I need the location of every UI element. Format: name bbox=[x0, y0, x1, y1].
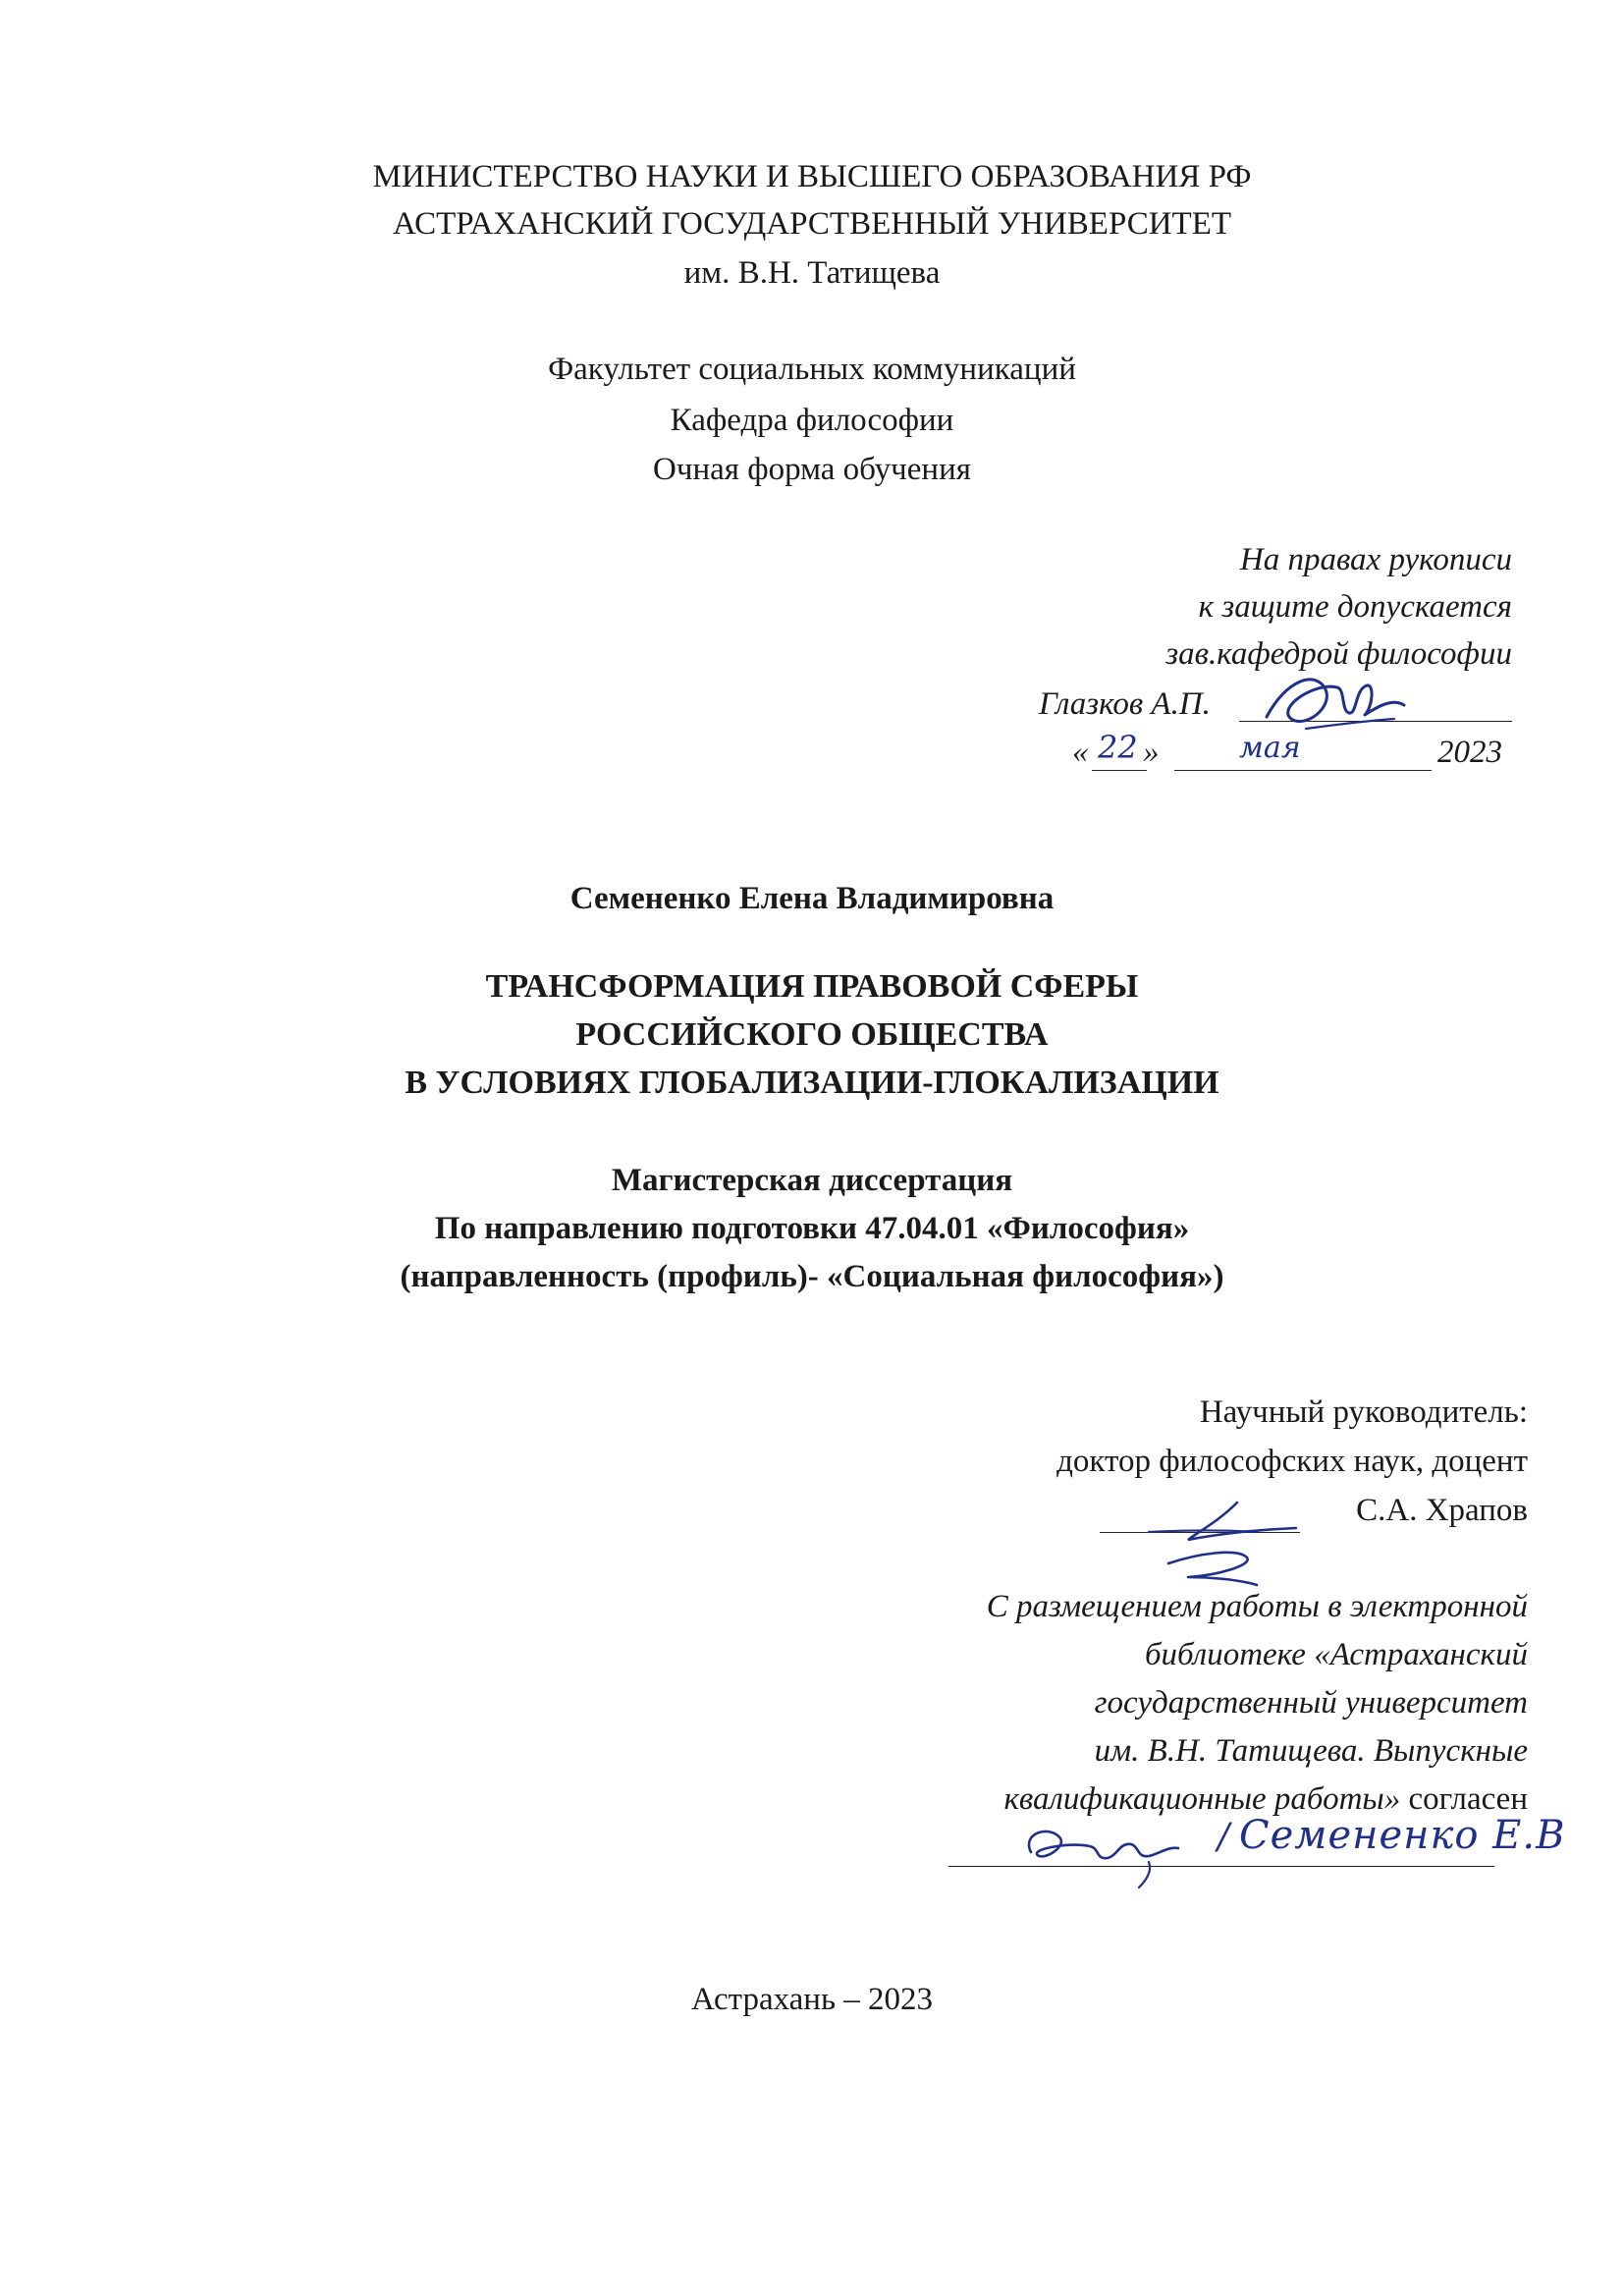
approval-manuscript-rights: На правах рукописи bbox=[1239, 542, 1512, 577]
study-form: Очная форма обучения bbox=[653, 452, 971, 487]
approval-head-name: Глазков А.П. bbox=[1039, 686, 1211, 722]
faculty-name: Факультет социальных коммуникаций bbox=[548, 352, 1076, 387]
supervisor-signature-icon bbox=[1129, 1493, 1306, 1601]
head-signature-icon bbox=[1247, 660, 1414, 738]
approval-quote-open: « bbox=[1072, 735, 1089, 770]
consent-line-2: библиотеке «Астраханский bbox=[1144, 1637, 1528, 1672]
author-signature-icon bbox=[1001, 1803, 1198, 1891]
supervisor-name: С.А. Храпов bbox=[1356, 1493, 1528, 1528]
approval-month-handwritten: мая bbox=[1239, 731, 1301, 765]
thesis-title-line-3: В УСЛОВИЯХ ГЛОБАЛИЗАЦИИ-ГЛОКАЛИЗАЦИИ bbox=[405, 1065, 1219, 1101]
degree-type: Магистерская диссертация bbox=[611, 1163, 1013, 1198]
approval-year: 2023 bbox=[1437, 735, 1502, 770]
thesis-title-line-2: РОССИЙСКОГО ОБЩЕСТВА bbox=[575, 1016, 1049, 1053]
department-name: Кафедра философии bbox=[670, 403, 954, 438]
degree-profile: (направленность (профиль)- «Социальная философия») bbox=[400, 1259, 1224, 1294]
ministry-heading: МИНИСТЕРСТВО НАУКИ И ВЫСШЕГО ОБРАЗОВАНИЯ РФ bbox=[372, 159, 1252, 194]
consent-separator: / bbox=[1218, 1817, 1230, 1857]
approval-month-line bbox=[1174, 770, 1432, 771]
approval-day-handwritten: 22 bbox=[1098, 729, 1138, 766]
author-handwritten-name: Семененко Е.В bbox=[1239, 1813, 1566, 1858]
thesis-title-line-1: ТРАНСФОРМАЦИЯ ПРАВОВОЙ СФЕРЫ bbox=[485, 968, 1139, 1005]
consent-line-1: С размещением работы в электронной bbox=[986, 1589, 1528, 1624]
supervisor-rank: доктор философских наук, доцент bbox=[1056, 1444, 1528, 1479]
approval-quote-close: » bbox=[1143, 735, 1160, 770]
city-year: Астрахань – 2023 bbox=[690, 1982, 934, 2017]
consent-line-5-italic: квалификационные работы» bbox=[1003, 1781, 1401, 1817]
university-heading: АСТРАХАНСКИЙ ГОСУДАРСТВЕННЫЙ УНИВЕРСИТЕТ bbox=[392, 206, 1232, 242]
supervisor-label: Научный руководитель: bbox=[1199, 1394, 1528, 1430]
approval-day-line bbox=[1092, 770, 1147, 771]
consent-line-5-regular: согласен bbox=[1400, 1781, 1528, 1817]
degree-direction: По направлению подготовки 47.04.01 «Философия» bbox=[434, 1211, 1190, 1246]
consent-line-3: государственный университет bbox=[1094, 1685, 1528, 1721]
approval-head-of-department: зав.кафедрой философии bbox=[1165, 636, 1512, 672]
author-name: Семененко Елена Владимировна bbox=[569, 881, 1055, 916]
approval-admitted-to-defense: к защите допускается bbox=[1198, 589, 1512, 625]
university-named-after: им. В.Н. Татищева bbox=[683, 255, 941, 291]
consent-line-4: им. В.Н. Татищева. Выпускные bbox=[1094, 1733, 1528, 1769]
